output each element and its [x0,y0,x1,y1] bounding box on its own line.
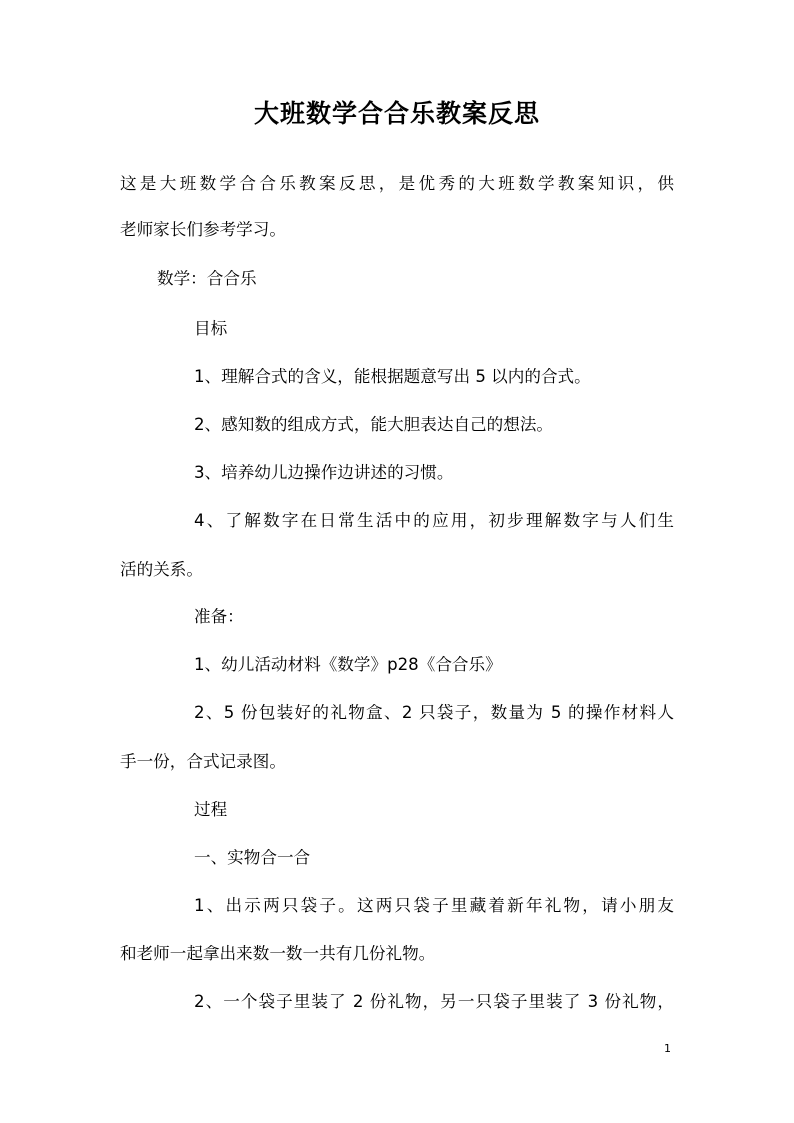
prep-item-1: 1、幼儿活动材料《数学》p28《合合乐》 [194,655,502,674]
section-1-heading: 一、实物合一合 [194,848,311,867]
prep-item-2-line-2: 手一份，合式记录图。 [120,752,286,771]
prep-heading: 准备： [194,607,244,626]
goal-item-4-line-1: 4、了解数字在日常生活中的应用，初步理解数字与人们生 [194,511,674,530]
document-title: 大班数学合合乐教案反思 [253,99,540,128]
goal-item-3: 3、培养幼儿边操作边讲述的习惯。 [194,463,454,482]
prep-item-2-line-1: 2、5 份包装好的礼物盒、2 只袋子，数量为 5 的操作材料人 [194,703,674,722]
goal-item-1: 1、理解合式的含义，能根据题意写出 5 以内的合式。 [194,367,591,386]
intro-line-2: 老师家长们参考学习。 [120,220,286,239]
page-number: 1 [664,1042,671,1055]
intro-line-1: 这是大班数学合合乐教案反思，是优秀的大班数学教案知识，供 [120,174,674,193]
goal-heading: 目标 [194,319,228,338]
goal-item-2: 2、感知数的组成方式，能大胆表达自己的想法。 [194,415,554,434]
goal-item-4-line-2: 活的关系。 [120,560,203,579]
process-heading: 过程 [194,800,228,819]
step-1-line-1: 1、出示两只袋子。这两只袋子里藏着新年礼物，请小朋友 [194,896,674,915]
subject-line: 数学：合合乐 [157,269,257,288]
step-1-line-2: 和老师一起拿出来数一数一共有几份礼物。 [120,944,436,963]
step-2-line-1: 2、一个袋子里装了 2 份礼物，另一只袋子里装了 3 份礼物， [194,992,674,1011]
